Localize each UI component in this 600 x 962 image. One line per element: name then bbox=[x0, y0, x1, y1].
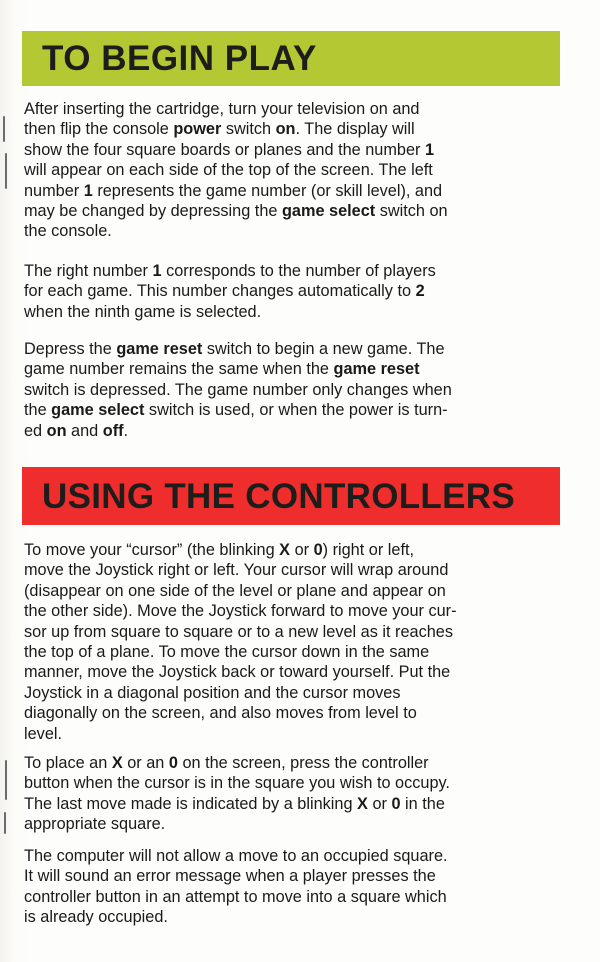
bold-term: X bbox=[357, 794, 368, 813]
bold-term: power bbox=[173, 120, 222, 139]
bold-term: 0 bbox=[168, 754, 178, 772]
bold-term: 0 bbox=[391, 794, 401, 813]
bold-term: 0 bbox=[313, 541, 323, 559]
section-heading-using-the-controllers: USING THE CONTROLLERS bbox=[22, 467, 560, 525]
paragraph-begin-2: The right number 1 corresponds to the number of players for each game. This number changes automatically to 2 when the ninth game is selected. bbox=[24, 262, 436, 321]
binding-mark bbox=[5, 153, 7, 189]
paragraph-controllers-1: To move your “cursor” (the blinking X or 0) right or left, move the Joystick right or left. Your cursor will wrap around (disappear on one side of the level or plane and appear on the other side). Move the Joystick forward to move your cur- sor up from square to square or to a new level as it reaches the top of a plane. To move the cursor down in the same manner, move the Joystick back or toward yourself. Put the Joystick in a diagonal position and the cursor moves diagonally on the screen, and also moves from level to level. bbox=[24, 541, 457, 743]
bold-term: game select bbox=[281, 202, 376, 221]
bold-term: 2 bbox=[415, 282, 425, 301]
binding-mark bbox=[5, 760, 7, 800]
bold-term: X bbox=[111, 754, 123, 772]
bold-term: on bbox=[46, 421, 67, 440]
bold-term: X bbox=[279, 541, 291, 559]
bold-term: game select bbox=[51, 401, 145, 420]
bold-term: 1 bbox=[424, 140, 435, 159]
bold-term: off bbox=[102, 421, 124, 440]
bold-term: 1 bbox=[152, 262, 162, 280]
bold-term: game reset bbox=[116, 340, 203, 358]
paragraph-begin-3: Depress the game reset switch to begin a new game. The game number remains the same when the game reset switch is depressed. The game number only changes when the game select switch is used, or when the power is turn- ed on and off. bbox=[24, 340, 452, 440]
binding-mark bbox=[3, 116, 5, 142]
paragraph-controllers-3: The computer will not allow a move to an occupied square. It will sound an error message when a player presses the controller button in an attempt to move into a square which is already occupied. bbox=[24, 847, 448, 927]
binding-mark bbox=[4, 812, 6, 834]
bold-term: game reset bbox=[333, 360, 420, 379]
paragraph-controllers-2: To place an X or an 0 on the screen, press the controller button when the cursor is in the square you wish to occupy. The last move made is indicated by a blinking X or 0 in the appropriate square. bbox=[24, 754, 450, 834]
bold-term: on bbox=[275, 120, 296, 139]
section-heading-to-begin-play: TO BEGIN PLAY bbox=[22, 31, 560, 86]
bold-term: 1 bbox=[83, 181, 93, 200]
paragraph-begin-1: After inserting the cartridge, turn your television on and then flip the console power switch on. The display will show the four square boards or planes and the number 1 will appear on each side of the top of the screen. The left number 1 represents the game number (or skill level), and may be changed by depressing the game select switch on the console. bbox=[24, 100, 448, 241]
